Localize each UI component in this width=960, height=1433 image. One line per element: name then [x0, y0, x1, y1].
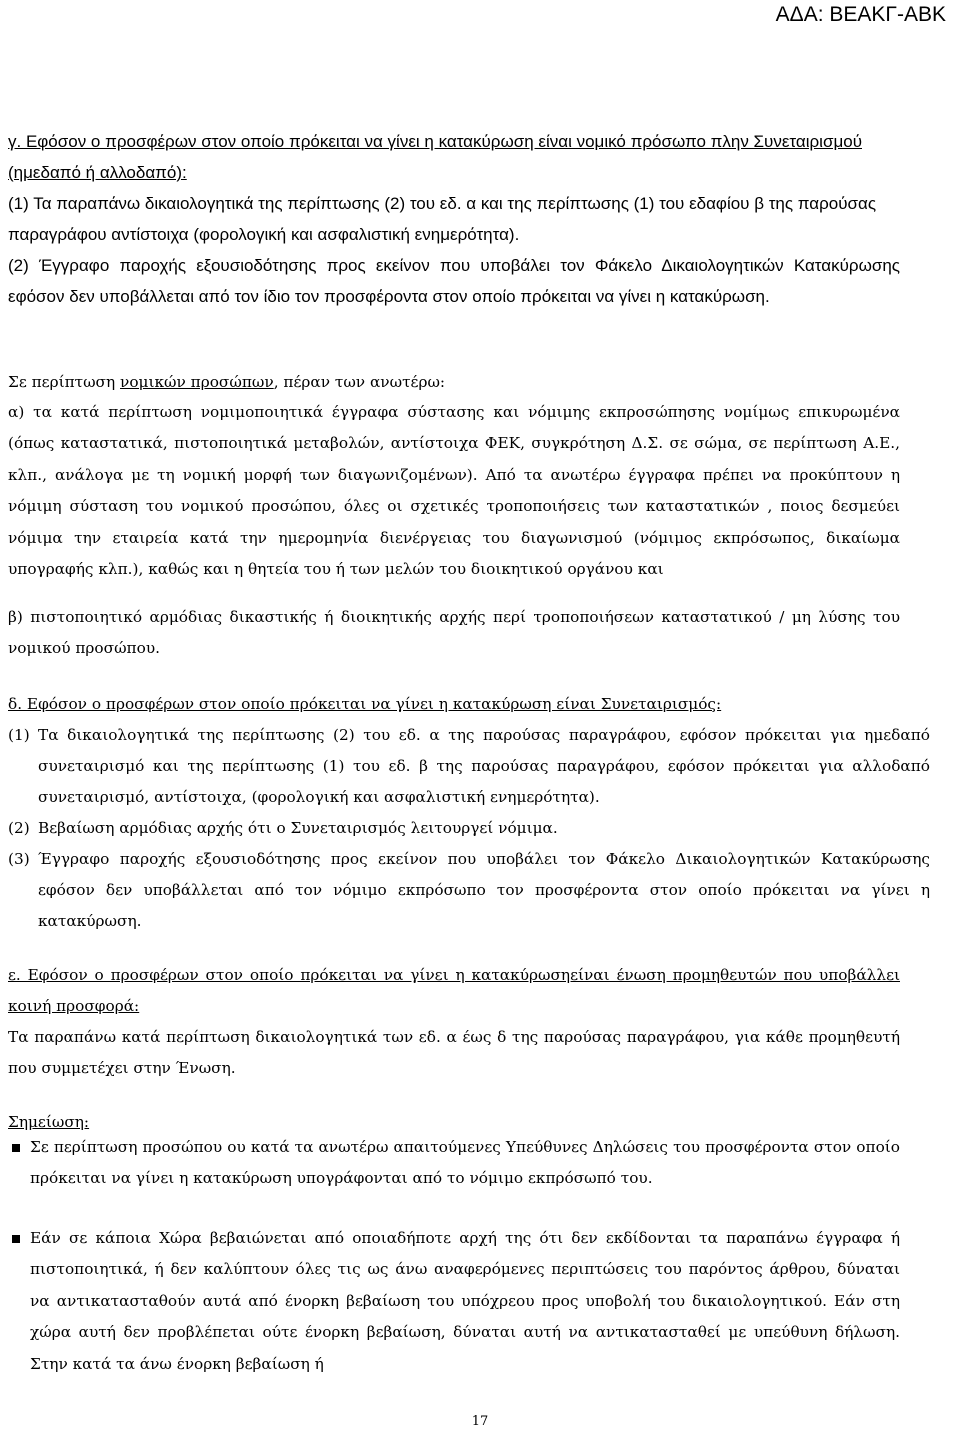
section-c-item-1: (1) Τα παραπάνω δικαιολογητικά της περίπτωσης (2) του εδ. α και της περίπτωσης (1) του εδαφίου β της παρούσας παραγράφου αντίστοιχα (φορολογική και ασφαλιστική ενημερότητα).: [8, 194, 877, 244]
note-bullet-1-text: Σε περίπτωση προσώπου ου κατά τα ανωτέρω απαιτούμενες Υπεύθυνες Δηλώσεις του προσφέροντα στον οποίο πρόκειται να γίνει η κατακύρωση υπογράφονται από το νόμιμο εκπρόσωπό του.: [30, 1138, 900, 1188]
note-title: Σημείωση:: [8, 1113, 90, 1131]
section-c-title: γ. Εφόσον ο προσφέρων στον οποίο πρόκειται να γίνει η κατακύρωση είναι νομικό πρόσωπο πλην Συνεταιρισμού (ημεδαπό ή αλλοδαπό):: [8, 132, 862, 182]
section-d-item-3-text: Έγγραφο παροχής εξουσιοδότησης προς εκείνον που υποβάλει τον Φάκελο Δικαιολογητικών Κατακύρωσης εφόσον δεν υποβάλλεται από τον νόμιμο εκπρόσωπο τον προσφέροντα στον οποίο πρόκειται να γίνει η κατακύρωση.: [38, 850, 930, 930]
legal-persons-intro-prefix: Σε περίπτωση: [8, 373, 121, 391]
section-e-title: ε. Εφόσον ο προσφέρων στον οποίο πρόκειται να γίνει η κατακύρωσηείναι ένωση προμηθευτών που υποβάλλει κοινή προσφορά:: [8, 966, 900, 1015]
section-d-item-3: [8, 844, 930, 937]
note-bullet-2-text: Εάν σε κάποια Χώρα βεβαιώνεται από οποιαδήποτε αρχή της ότι δεν εκδίδονται τα παραπάνω έγγραφα ή πιστοποιητικά, ή δεν καλύπτουν όλες τις ως άνω αναφερόμενες περιπτώσεις του παρόντος άρθρου, δύναται να αντικατασταθούν αυτά από ένορκη βεβαίωση του υπόχρεου προς υποβολή του δικαιολογητικού. Εάν στη χώρα αυτή δεν προβλέπεται ούτε ένορκη βεβαίωση, δύναται αυτή να αντικατασταθεί με υπεύθυνη δήλωση. Στην κατά τα άνω ένορκη βεβαίωση ή: [30, 1229, 900, 1373]
section-d-item-1-text: Τα δικαιολογητικά της περίπτωσης (2) του εδ. α της παρούσας παραγράφου, εφόσον πρόκειται για ημεδαπό συνεταιρισμό και της περίπτωσης (1) του εδ. β της παρούσας παραγράφου, εφόσον πρόκειται για αλλοδαπό συνεταιρισμό, αντίστοιχα, (φορολογική και ασφαλιστική ενημερότητα).: [38, 726, 930, 806]
legal-persons-intro-suffix: , πέραν των ανωτέρω:: [273, 373, 446, 391]
section-c-item-2: (2) Έγγραφο παροχής εξουσιοδότησης προς εκείνον που υποβάλει τον Φάκελο Δικαιολογητικών Κατακύρωσης εφόσον δεν υποβάλλεται από τον ίδιο τον προσφέροντα στον οποίο πρόκειται να γίνει η κατακύρωση.: [8, 256, 900, 306]
square-bullet-icon: [12, 1235, 20, 1243]
legal-persons-intro: [8, 367, 900, 398]
section-e-body: Τα παραπάνω κατά περίπτωση δικαιολογητικά των εδ. α έως δ της παρούσας παραγράφου, για κάθε προμηθευτή που συμμετέχει στην Ένωση.: [8, 1028, 900, 1077]
section-d-item-2-number: (2): [8, 819, 30, 837]
legal-persons-item-b: β) πιστοποιητικό αρμόδιας δικαστικής ή διοικητικής αρχής περί τροποποιήσεων καταστατικού / μη λύσης του νομικού προσώπου.: [8, 608, 900, 658]
section-d-item-2: [8, 813, 930, 844]
page-number: 17: [471, 1414, 489, 1429]
legal-persons-intro-underlined: νομικών προσώπων: [120, 373, 274, 391]
note-bullet-1: [8, 1132, 900, 1195]
ada-header: ΑΔΑ: ΒΕΑΚΓ-ΑΒΚ: [775, 3, 946, 26]
section-d-item-1: [8, 720, 930, 813]
section-d-item-3-number: (3): [8, 850, 30, 868]
note-bullet-2: [8, 1223, 900, 1380]
legal-persons-item-a: α) τα κατά περίπτωση νομιμοποιητικά έγγραφα σύστασης και νόμιμης εκπροσώπησης νομίμως επικυρωμένα (όπως καταστατικά, πιστοποιητικά μεταβολών, αντίστοιχα ΦΕΚ, συγκρότηση Δ.Σ. σε σώμα, σε περίπτωση Α.Ε., κλπ., ανάλογα με τη νομική μορφή των διαγωνιζομένων). Από τα ανωτέρω έγγραφα πρέπει να προκύπτουν η νόμιμη σύσταση του νομικού προσώπου, όλες οι σχετικές τροποποιήσεις των καταστατικών , ποιος δεσμεύει νόμιμα την εταιρεία κατά την ημερομηνία διενέργειας του διαγωνισμού (νόμιμος εκπρόσωπος, δικαίωμα υπογραφής κλπ.), καθώς και η θητεία του ή των μελών του διοικητικού οργάνου και: [8, 403, 900, 579]
section-d-title: δ. Εφόσον ο προσφέρων στον οποίο πρόκειται να γίνει η κατακύρωση είναι Συνεταιρισμός:: [8, 695, 722, 713]
section-d-item-2-text: Βεβαίωση αρμόδιας αρχής ότι ο Συνεταιρισμός λειτουργεί νόμιμα.: [38, 819, 558, 837]
section-d-item-1-number: (1): [8, 726, 30, 744]
square-bullet-icon: [12, 1144, 20, 1152]
